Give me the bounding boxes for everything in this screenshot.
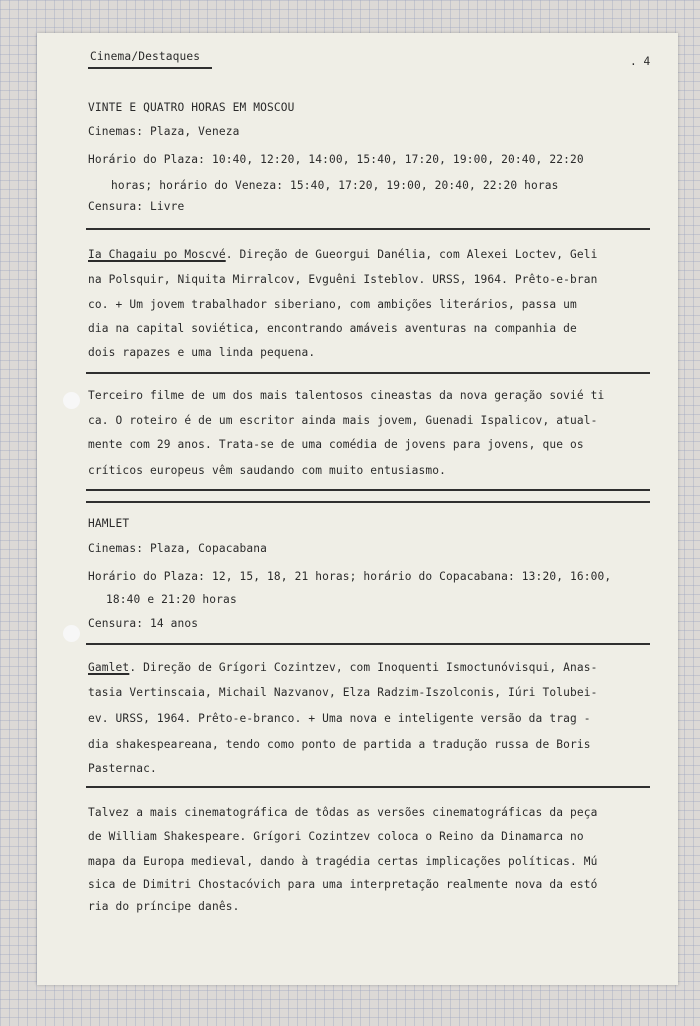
film-credits-line: dia shakespeareana, tendo como ponto de partida a tradução russa de Boris	[88, 738, 591, 751]
punch-hole	[63, 392, 80, 409]
film-credits-line: ev. URSS, 1964. Prêto-e-branco. + Uma nova e inteligente versão da trag -	[88, 712, 591, 725]
punch-hole	[63, 625, 80, 642]
film-title: HAMLET	[88, 517, 130, 530]
header-underline	[88, 67, 212, 69]
credits-text: . Direção de Grígori Cozintzev, com Inoquenti Ismoctunóvisqui, Anas-	[129, 661, 598, 674]
film-review-line: críticos europeus vêm saudando com muito entusiasmo.	[88, 464, 447, 477]
film-credits-line: dois rapazes e uma linda pequena.	[88, 346, 316, 359]
separator-line	[86, 643, 650, 645]
separator-line	[86, 501, 650, 503]
film-schedule-line: Horário do Plaza: 10:40, 12:20, 14:00, 15:40, 17:20, 19:00, 20:40, 22:20	[88, 153, 584, 166]
film-review-line: sica de Dimitri Chostacóvich para uma interpretação realmente nova da estó	[88, 878, 598, 891]
separator-line	[86, 372, 650, 374]
original-title: Gamlet	[88, 661, 130, 674]
page-number: . 4	[630, 55, 651, 68]
film-review-line: mente com 29 anos. Trata-se de uma comédia de jovens para jovens, que os	[88, 438, 584, 451]
original-title: Ia Chagaiu po Moscvé	[88, 248, 226, 261]
film-credits-line: co. + Um jovem trabalhador siberiano, com ambições literários, passa um	[88, 298, 577, 311]
credits-text: . Direção de Gueorgui Danélia, com Alexei Loctev, Geli	[225, 248, 598, 261]
film-review-line: mapa da Europa medieval, dando à tragédia certas implicações políticas. Mú	[88, 855, 598, 868]
film-credits-line	[88, 661, 598, 675]
film-credits-line: tasia Vertinscaia, Michail Nazvanov, Elza Radzim-Iszolconis, Iúri Tolubei-	[88, 686, 598, 699]
film-censorship: Censura: Livre	[88, 200, 185, 213]
film-cinemas: Cinemas: Plaza, Copacabana	[88, 542, 268, 555]
film-credits-line: dia na capital soviética, encontrando amáveis aventuras na companhia de	[88, 322, 577, 335]
film-censorship: Censura: 14 anos	[88, 617, 199, 630]
section-header: Cinema/Destaques	[90, 50, 201, 63]
film-review-line: ria do príncipe danês.	[88, 900, 240, 913]
film-credits-line: Pasternac.	[88, 762, 157, 775]
film-cinemas: Cinemas: Plaza, Veneza	[88, 125, 240, 138]
film-title: VINTE E QUATRO HORAS EM MOSCOU	[88, 101, 295, 114]
film-schedule-line: Horário do Plaza: 12, 15, 18, 21 horas; horário do Copacabana: 13:20, 16:00,	[88, 570, 612, 583]
film-review-line: de William Shakespeare. Grígori Cozintzev coloca o Reino da Dinamarca no	[88, 830, 584, 843]
separator-line	[86, 228, 650, 230]
separator-line	[86, 489, 650, 491]
film-credits-line: na Polsquir, Niquita Mirralcov, Evguêni Isteblov. URSS, 1964. Prêto-e-bran	[88, 273, 598, 286]
film-credits-line	[88, 248, 598, 262]
separator-line	[86, 786, 650, 788]
film-review-line: Talvez a mais cinematográfica de tôdas as versões cinematográficas da peça	[88, 806, 598, 819]
film-schedule-line: 18:40 e 21:20 horas	[106, 593, 237, 606]
film-review-line: ca. O roteiro é de um escritor ainda mais jovem, Guenadi Ispalicov, atual-	[88, 414, 598, 427]
film-review-line: Terceiro filme de um dos mais talentosos cineastas da nova geração sovié ti	[88, 389, 605, 402]
film-schedule-line: horas; horário do Veneza: 15:40, 17:20, 19:00, 20:40, 22:20 horas	[111, 179, 559, 192]
